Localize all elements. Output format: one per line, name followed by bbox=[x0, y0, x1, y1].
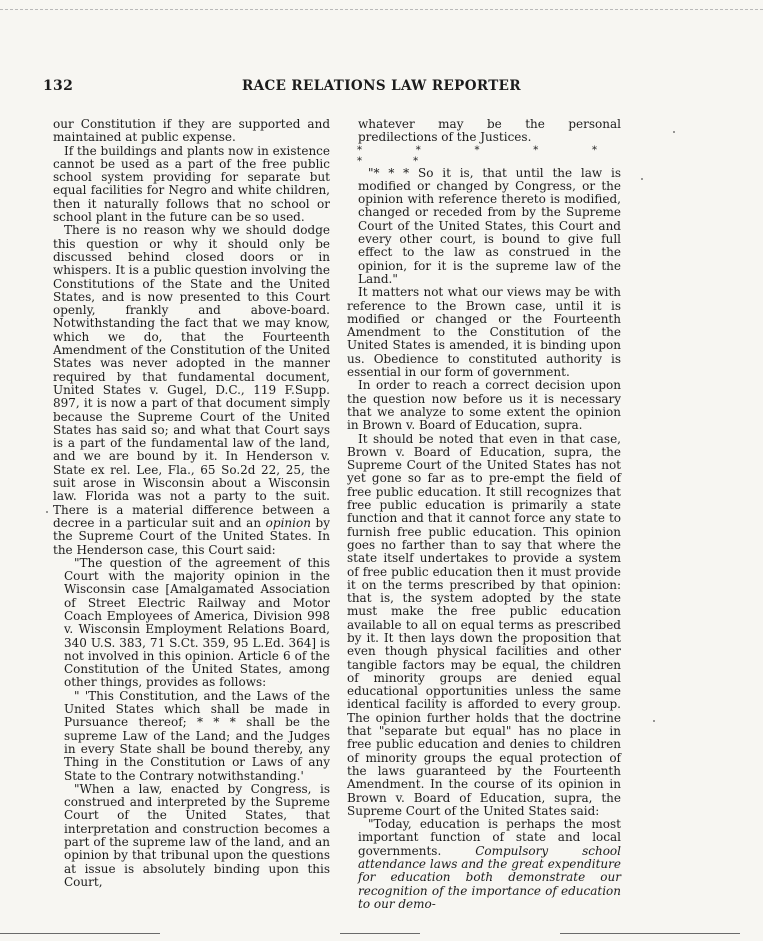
block-quote bbox=[358, 818, 621, 911]
bottom-rule bbox=[0, 933, 160, 934]
block-quote: "* * * So it is, that until the law is modified or changed by Congress, or the opinion with reference thereto is modified, changed or receded from by the Supreme Court of the United States, this Court and every other court, is bound to give full effect to the law as construed in the opinion, for it is the supreme law of the Land." bbox=[358, 165, 621, 286]
paragraph bbox=[53, 224, 330, 556]
page-number: 132 bbox=[43, 78, 74, 94]
paragraph-text: There is no reason why we should dodge this question or why it should only be discussed behind closed doors or in whispers. It is a public question involving the Constitutions of the State and the United States, and is now presented to this Court openly, frankly and above-board. Notwithstanding the fact that we may know, which we do, that the Fourteenth Amendment of the Constitution of the United States was never adopted in the manner required by that fundamental document, United States v. Gugel, D.C., 119 F.Supp. 897, it is now a part of that document simply because the Supreme Court of the United States has said so; and what that Court says is a part of the fundamental law of the land, and we are bound by it. In Henderson v. State ex rel. Lee, Fla., 65 So.2d 22, 25, the suit arose in Wisconsin about a Wisconsin law. Florida was not a party to the suit. There is a material difference between a decree in a particular suit and an bbox=[53, 223, 330, 530]
paragraph: If the buildings and plants now in existence cannot be used as a part of the free public school system providing for separate but equal facilities for Negro and white children, then it naturally follows that no school or school plant in the future can be so used. bbox=[53, 143, 330, 225]
paragraph: It should be noted that even in that case, Brown v. Board of Education, supra, the Supreme Court of the United States has not yet gone so far as to pre-empt the field of free public education. It still recognizes that free public education is primarily a state function and that it cannot force any state to furnish free public education. This opinion goes no farther than to say that where the state itself undertakes to provide a system of free public education then it must provide it on the terms prescribed by that opinion: that is, the system adopted by the state must make the free public education available to all on equal terms as prescribed by it. It then lays down the proposition that even though physical facilities and other tangible factors may be equal, the children of minority groups are denied equal educational opportunities unless the same identical facility is afforded to every group. The opinion further holds that the doctrine that "separate but equal" has no place in free public education and denies to children of minority groups the equal protection of the laws guaranteed by the Fourteenth Amendment. In the course of its opinion in Brown v. Board of Education, supra, the Supreme Court of the United States said: bbox=[347, 431, 621, 818]
scan-speck bbox=[673, 131, 675, 133]
bottom-rule bbox=[340, 933, 420, 934]
quote-italic-text: Compulsory school attendance laws and the great expenditure for education both demonstrate our recognition of the importance of education to our demo- bbox=[358, 843, 621, 911]
block-quote: "When a law, enacted by Congress, is construed and interpreted by the Supreme Court of the United States, that interpretation and construction becomes a part of the supreme law of the land, and an opinion by that tribunal upon the questions at issue is absolutely binding upon this Court, bbox=[64, 781, 330, 889]
scan-speck bbox=[46, 511, 48, 513]
emphasis-opinion: opinion bbox=[265, 515, 311, 530]
paragraph-text: by the Supreme Court of the United States. In the Henderson case, this Court said: bbox=[53, 515, 330, 557]
bottom-rule bbox=[560, 933, 740, 934]
block-quote: whatever may be the personal predilections of the Justices. bbox=[358, 117, 621, 145]
paragraph: our Constitution if they are supported and maintained at public expense. bbox=[53, 117, 330, 145]
running-head: RACE RELATIONS LAW REPORTER bbox=[242, 78, 521, 94]
left-column bbox=[53, 118, 330, 889]
scan-speck bbox=[653, 720, 655, 722]
omission-asterisks: * * * * * * * bbox=[357, 144, 621, 167]
paragraph: It matters not what our views may be with reference to the Brown case, until it is modified or changed or the Fourteenth Amendment to the Constitution of the United States is amended, it is binding upon us. Obedience to constituted authority is essential in our form of government. bbox=[347, 285, 621, 380]
right-column bbox=[347, 118, 621, 911]
paragraph: In order to reach a correct decision upon the question now before us it is necessary that we analyze to some extent the opinion in Brown v. Board of Education, supra. bbox=[347, 378, 621, 433]
block-quote: " 'This Constitution, and the Laws of the United States which shall be made in Pursuance thereof; * * * shall be the supreme Law of the Land; and the Judges in every State shall be bound thereby, any Thing in the Constitution or Laws of any State to the Contrary notwithstanding.' bbox=[64, 688, 330, 783]
top-dashed-rule bbox=[0, 9, 763, 10]
quote-text: "Today, education is perhaps the most important function of state and local governments. bbox=[358, 817, 621, 858]
block-quote: "The question of the agreement of this Court with the majority opinion in the Wisconsin case [Amalgamated Association of Street Electric Railway and Motor Coach Employees of America, Division 998 v. Wisconsin Employment Relations Board, 340 U.S. 383, 71 S.Ct. 359, 95 L.Ed. 364] is not involved in this opinion. Article 6 of the Constitution of the United States, among other things, provides as follows: bbox=[64, 555, 330, 690]
scan-speck bbox=[641, 178, 643, 180]
